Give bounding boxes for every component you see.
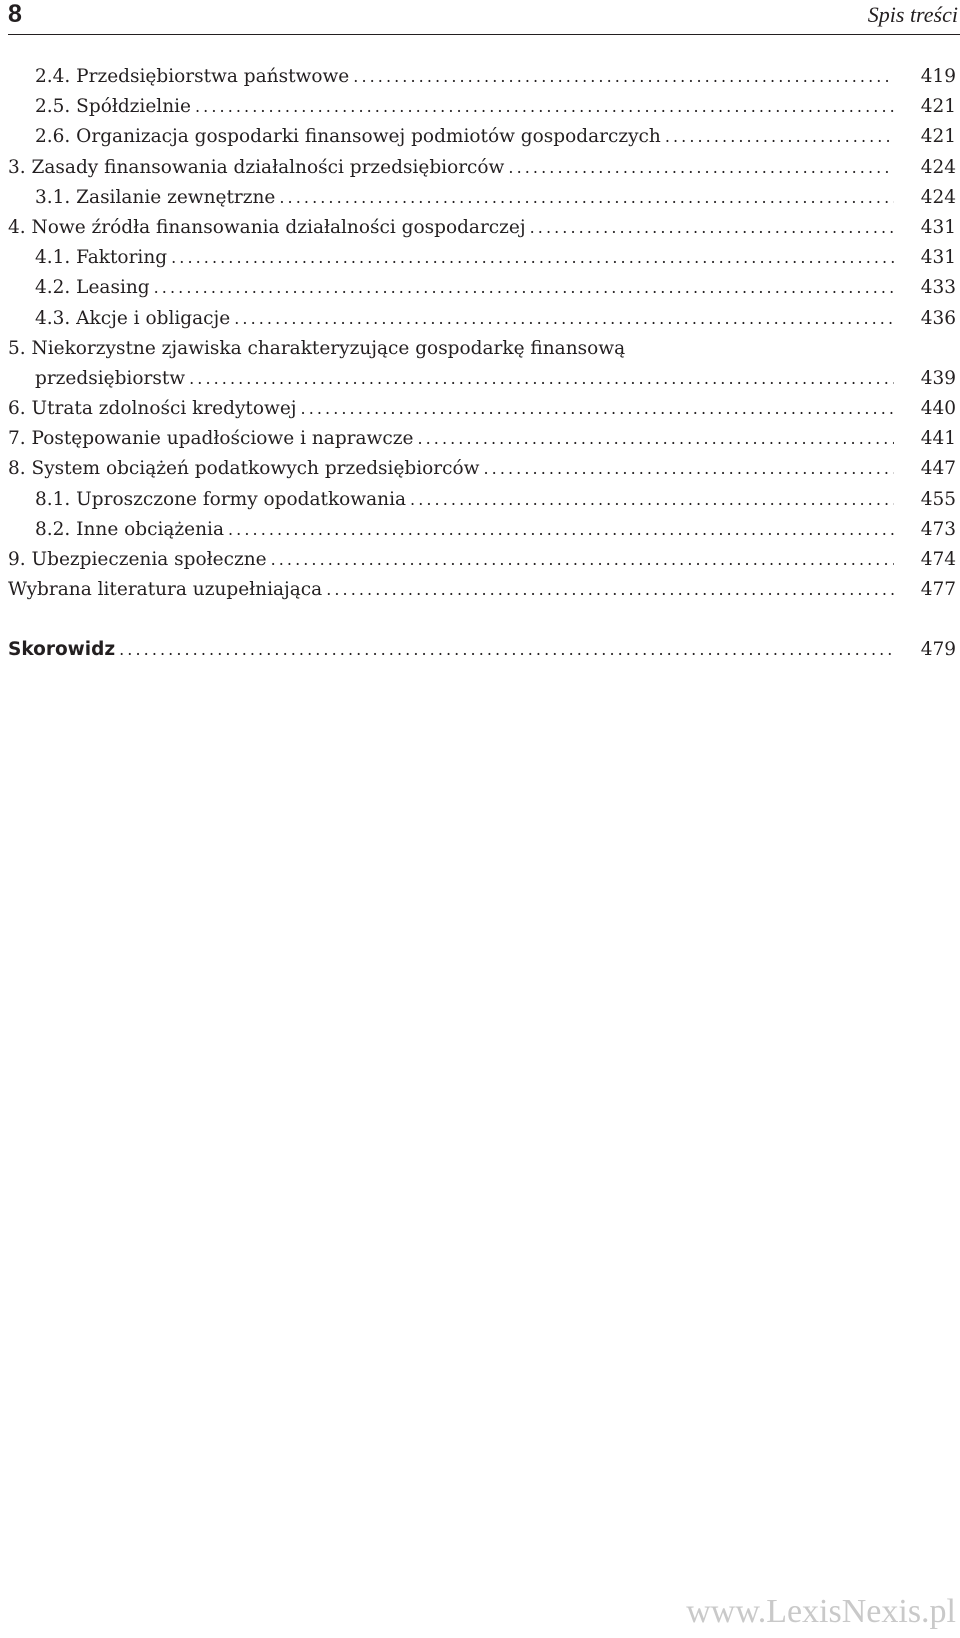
toc-entry-title: 7. Postępowanie upadłościowe i naprawcze — [8, 428, 414, 450]
toc-entry-title: 4. Nowe źródła finansowania działalności gospodarczej — [8, 216, 526, 238]
toc-entry[interactable] — [8, 183, 958, 213]
toc-entry-page: 439 — [920, 367, 956, 389]
toc-entry[interactable] — [8, 213, 958, 243]
toc-entry-title: 9. Ubezpieczenia społeczne — [8, 549, 267, 570]
page-number: 8 — [8, 0, 22, 28]
toc-entry-page: 440 — [920, 398, 956, 420]
toc-entry-title: 3. Zasady finansowania działalności przedsiębiorców — [8, 156, 505, 178]
leader-dots — [665, 122, 894, 152]
toc-entry[interactable] — [8, 575, 958, 605]
toc-entry-title: Skorowidz — [8, 639, 116, 661]
toc-entry-title: 2.4. Przedsiębiorstwa państwowe — [35, 66, 350, 87]
toc-entry[interactable] — [8, 92, 958, 122]
toc-entry[interactable] — [8, 515, 958, 545]
toc-entry-title: przedsiębiorstw — [35, 367, 186, 389]
toc-entry[interactable] — [8, 153, 958, 183]
toc-entry-continuation[interactable] — [8, 364, 958, 394]
leader-dots — [301, 394, 894, 424]
toc-entry[interactable] — [8, 62, 958, 92]
leader-dots — [417, 424, 894, 454]
toc-entry-title: 4.3. Akcje i obligacje — [35, 307, 231, 329]
toc-entry-page: 431 — [920, 247, 956, 269]
toc-entry-title: 6. Utrata zdolności kredytowej — [8, 398, 297, 420]
toc-entry-title: Wybrana literatura uzupełniająca — [8, 579, 323, 601]
leader-dots — [353, 62, 894, 92]
toc-entry-page: 424 — [920, 156, 956, 178]
leader-dots — [410, 485, 894, 515]
toc-entry-title: 8.1. Uproszczone formy opodatkowania — [35, 488, 407, 510]
toc-entry-title: 4.2. Leasing — [35, 277, 150, 299]
toc-entry-page: 421 — [920, 96, 956, 118]
toc-entry-first-line[interactable] — [8, 334, 958, 364]
toc-entry-page: 419 — [920, 66, 956, 87]
leader-dots — [195, 92, 894, 122]
toc-entry-page: 477 — [920, 579, 956, 601]
leader-dots — [119, 635, 894, 665]
leader-dots — [530, 213, 894, 243]
toc-entry-title: 4.1. Faktoring — [35, 247, 168, 269]
toc-entry[interactable] — [8, 545, 958, 575]
toc-entry[interactable] — [8, 122, 958, 152]
leader-dots — [326, 575, 894, 605]
toc-entry-page: 433 — [920, 277, 956, 299]
toc-entry[interactable] — [8, 394, 958, 424]
table-of-contents — [8, 62, 958, 666]
toc-entry-index[interactable] — [8, 635, 958, 665]
leader-dots — [189, 364, 894, 394]
toc-entry-page: 431 — [920, 216, 956, 238]
toc-entry[interactable] — [8, 485, 958, 515]
toc-entry-page: 455 — [920, 488, 956, 510]
section-spacer — [8, 605, 958, 635]
toc-entry[interactable] — [8, 273, 958, 303]
leader-dots — [279, 183, 894, 213]
toc-entry-title: 3.1. Zasilanie zewnętrzne — [35, 186, 276, 208]
leader-dots — [154, 273, 894, 303]
toc-entry-page: 441 — [920, 428, 956, 450]
toc-entry-page: 479 — [920, 639, 956, 661]
toc-entry-page: 447 — [920, 458, 956, 480]
leader-dots — [483, 454, 894, 484]
toc-entry[interactable] — [8, 454, 958, 484]
leader-dots — [271, 545, 894, 575]
toc-entry[interactable] — [8, 424, 958, 454]
toc-entry-page: 436 — [920, 307, 956, 329]
page-header — [8, 0, 960, 35]
leader-dots — [508, 153, 894, 183]
running-title: Spis treści — [867, 2, 958, 27]
leader-dots — [171, 243, 894, 273]
toc-entry-title: 2.6. Organizacja gospodarki finansowej podmiotów gospodarczych — [35, 126, 661, 148]
toc-entry[interactable] — [8, 243, 958, 273]
leader-dots — [228, 515, 894, 545]
publisher-watermark: www.LexisNexis.pl — [686, 1593, 956, 1630]
toc-entry-title: 8.2. Inne obciążenia — [35, 518, 224, 540]
toc-entry-page: 424 — [920, 186, 956, 208]
toc-entry-title: 5. Niekorzystne zjawiska charakteryzujące gospodarkę finansową — [8, 337, 626, 359]
leader-dots — [234, 304, 894, 334]
toc-entry-title: 2.5. Spółdzielnie — [35, 96, 191, 118]
toc-entry-page: 474 — [920, 549, 956, 570]
toc-entry-page: 421 — [920, 126, 956, 148]
toc-entry-page: 473 — [920, 518, 956, 540]
toc-entry[interactable] — [8, 304, 958, 334]
toc-entry-title: 8. System obciążeń podatkowych przedsiębiorców — [8, 458, 480, 480]
